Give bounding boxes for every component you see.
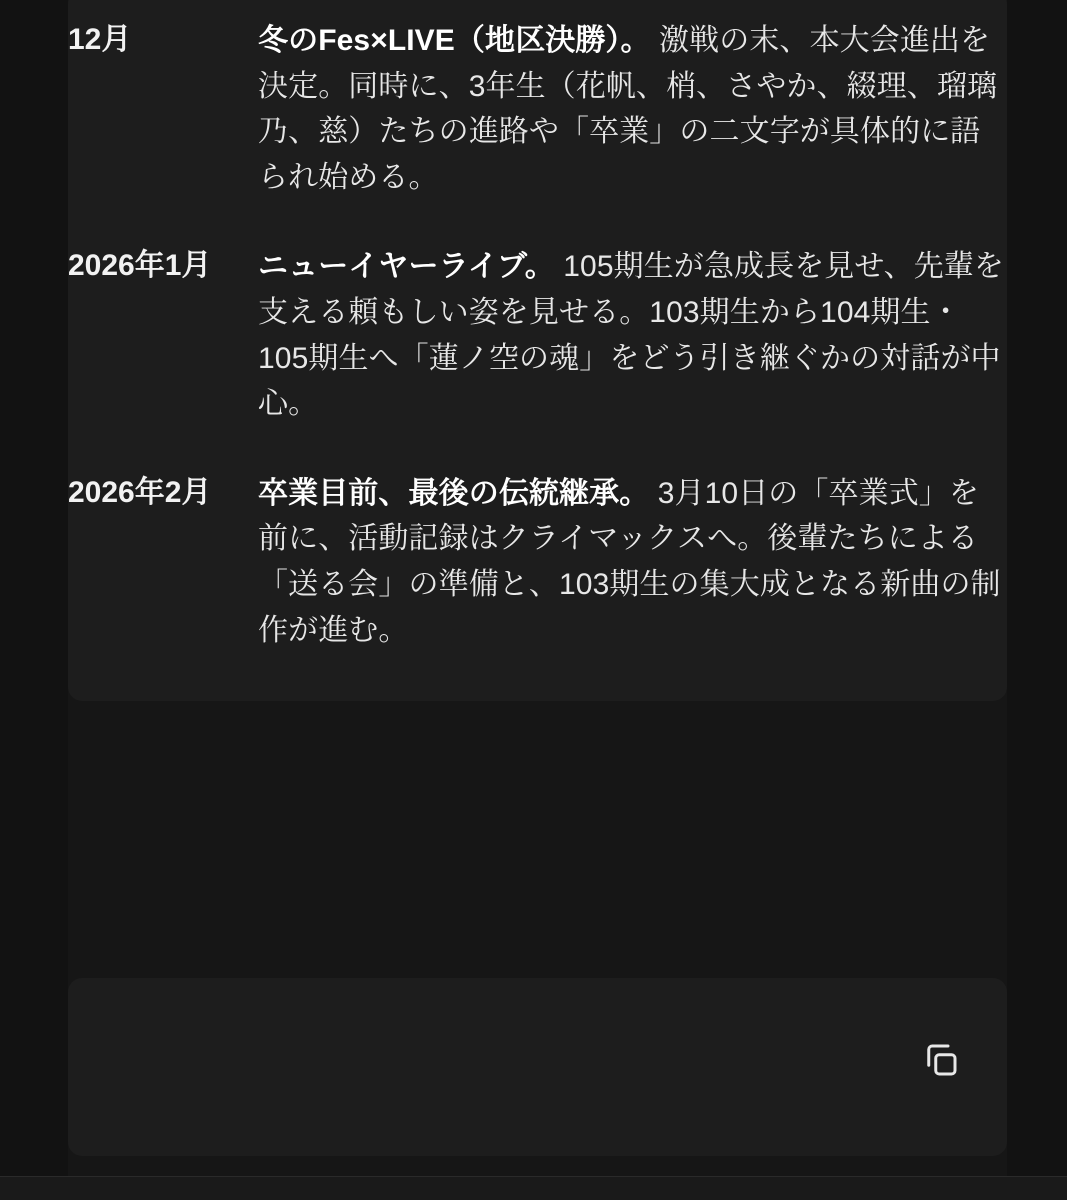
row-detail: [258, 226, 1007, 452]
table-row: [68, 226, 1007, 452]
table-row: [68, 0, 1007, 226]
row-detail-lead: 冬のFes×LIVE（地区決勝）。: [258, 24, 651, 57]
row-detail: [258, 453, 1007, 679]
row-period: 2026年1月: [68, 249, 212, 283]
copy-icon-glyph: [920, 1039, 962, 1081]
schedule-table-body: [68, 0, 1007, 679]
row-detail-body: 105期生が急成長を見せ、先輩を支える頼もしい姿を見せる。103期生から104期生・105期生へ「蓮ノ空の魂」をどう引き継ぐかの対話が中心。: [258, 250, 1005, 421]
copy-icon[interactable]: [917, 1036, 965, 1084]
row-period: 12月: [68, 23, 132, 56]
schedule-table: [68, 0, 1007, 679]
schedule-card: [68, 0, 1007, 701]
row-detail-lead: ニューイヤーライブ。: [258, 250, 555, 284]
bottom-strip: [0, 1176, 1067, 1200]
table-row: [68, 453, 1007, 679]
row-detail-lead: 卒業目前、最後の伝統継承。: [258, 476, 650, 510]
left-gutter: [0, 0, 68, 1199]
row-detail-body: 激戦の末、本大会進出を決定。同時に、3年生（花帆、梢、さやか、綴理、瑠璃乃、慈）たちの進路や「卒業」の二文字が具体的に語られ始める。: [258, 24, 998, 194]
row-period: 2026年2月: [68, 475, 212, 509]
message-actions-card: [68, 978, 1007, 1156]
row-detail-body: 3月10日の「卒業式」を前に、活動記録はクライマックスへ。後輩たちによる「送る会」の準備と、103期生の集大成となる新曲の制作が進む。: [258, 476, 1001, 647]
right-gutter: [1007, 0, 1067, 1199]
row-detail: [258, 0, 1007, 226]
